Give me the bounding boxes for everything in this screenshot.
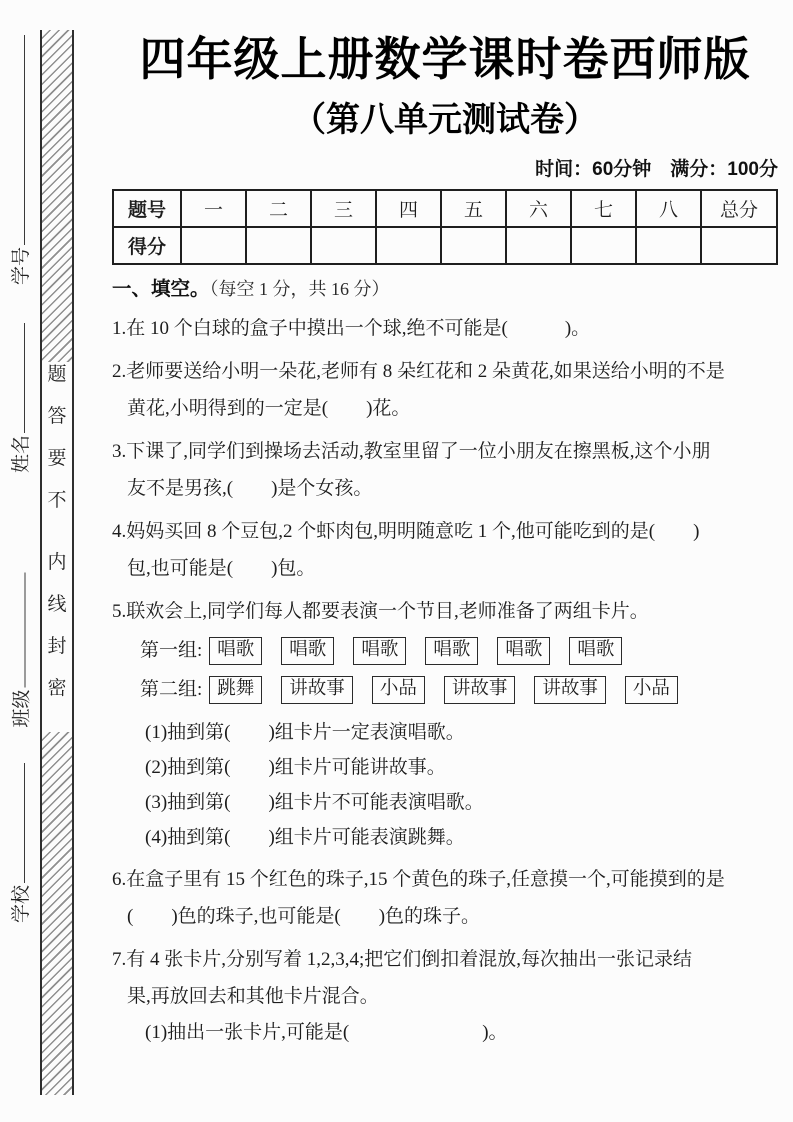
question-4-text: 4.妈妈买回 8 个豆包,2 个虾肉包,明明随意吃 1 个,他可能吃到的是( ) (112, 521, 700, 542)
performance-card: 唱歌 (353, 637, 406, 665)
performance-card: 跳舞 (209, 676, 262, 704)
question-5-sub-1: (1)抽到第( )组卡片一定表演唱歌。 (145, 722, 465, 743)
question-2-text: 2.老师要送给小明一朵花,老师有 8 朵红花和 2 朵黄花,如果送给小明的不是 (112, 361, 725, 382)
performance-card: 讲故事 (281, 676, 353, 704)
seal-char: 封 (47, 636, 67, 657)
seal-char: 题 (47, 364, 67, 385)
seal-char: 不 (47, 490, 67, 511)
question-5-text: 5.联欢会上,同学们每人都要表演一个节目,老师准备了两组卡片。 (112, 601, 649, 622)
question-3 (112, 433, 778, 507)
seal-char: 密 (47, 678, 67, 699)
fill-in-questions (112, 310, 778, 1050)
question-1-text: 1.在 10 个白球的盒子中摸出一个球,绝不可能是( )。 (112, 318, 591, 339)
score-cell-empty (506, 227, 571, 264)
performance-card: 唱歌 (281, 637, 334, 665)
question-5-sub-2: (2)抽到第( )组卡片可能讲故事。 (145, 757, 446, 778)
score-table-header-cell: 总分 (701, 190, 777, 227)
score-table-header-cell: 二 (246, 190, 311, 227)
score-cell-empty (376, 227, 441, 264)
exam-title: 四年级上册数学课时卷西师版 (139, 33, 751, 85)
school-field (6, 763, 32, 923)
class-blank-line (14, 573, 26, 688)
score-cell-empty (636, 227, 701, 264)
question-5-group-1 (140, 637, 778, 665)
seal-char: 答 (47, 406, 67, 427)
score-table (112, 189, 778, 265)
student-name-blank-line (13, 323, 25, 433)
score-table-score-row (113, 227, 777, 264)
performance-card: 唱歌 (497, 637, 550, 665)
question-3-text-continued: 友不是男孩,( )是个女孩。 (127, 478, 373, 499)
seal-hatch-top (42, 30, 72, 362)
score-cell-empty (441, 227, 506, 264)
performance-card: 小品 (372, 676, 425, 704)
performance-card: 讲故事 (444, 676, 516, 704)
performance-card: 唱歌 (209, 637, 262, 665)
question-1 (112, 310, 778, 347)
score-table-header-cell: 八 (636, 190, 701, 227)
seal-char: 要 (47, 448, 67, 469)
school-blank-line (13, 763, 25, 883)
score-cell-empty (311, 227, 376, 264)
score-row-label: 得分 (113, 227, 181, 264)
question-6-text-continued: ( )色的珠子,也可能是( )色的珠子。 (127, 906, 481, 927)
student-id-field (6, 35, 32, 285)
performance-card: 讲故事 (534, 676, 606, 704)
seal-char: 线 (47, 594, 67, 615)
question-5-sub-3: (3)抽到第( )组卡片不可能表演唱歌。 (145, 792, 484, 813)
score-table-header-cell: 三 (311, 190, 376, 227)
student-id-label: 学号 (10, 246, 32, 285)
question-6 (112, 861, 778, 935)
question-4-text-continued: 包,也可能是( )包。 (127, 558, 316, 579)
seal-char: 内 (47, 552, 67, 573)
group-1-label: 第一组: (140, 640, 203, 661)
question-7-sub-1: (1)抽出一张卡片,可能是( )。 (145, 1022, 508, 1043)
performance-card: 小品 (625, 676, 678, 704)
question-6-text: 6.在盒子里有 15 个红色的珠子,15 个黄色的珠子,任意摸一个,可能摸到的是 (112, 869, 725, 890)
question-7-text: 7.有 4 张卡片,分别写着 1,2,3,4;把它们倒扣着混放,每次抽出一张记录结 (112, 949, 693, 970)
section-1-title: 一、填空。 (112, 279, 210, 300)
score-cell-empty (701, 227, 777, 264)
score-table-header-cell: 五 (441, 190, 506, 227)
student-name-label: 姓名 (10, 434, 32, 473)
score-table-header-cell: 一 (181, 190, 246, 227)
question-5 (112, 593, 778, 855)
score-table-header-cell: 六 (506, 190, 571, 227)
school-label: 学校 (10, 884, 32, 923)
group-2-label: 第二组: (140, 679, 203, 700)
section-1-points-note: （每空 1 分，共 16 分） (209, 279, 390, 299)
question-5-sub-4: (4)抽到第( )组卡片可能表演跳舞。 (145, 827, 465, 848)
question-7-text-continued: 果,再放回去和其他卡片混合。 (127, 986, 379, 1007)
student-id-blank-line (13, 35, 25, 245)
exam-subtitle: （第八单元测试卷） (292, 101, 598, 139)
score-cell-empty (571, 227, 636, 264)
score-table-header-cell: 四 (376, 190, 441, 227)
student-name-field (6, 323, 32, 473)
question-4 (112, 513, 778, 587)
exam-paper (112, 30, 778, 1056)
question-3-text: 3.下课了,同学们到操场去活动,教室里留了一位小朋友在擦黑板,这个小朋 (112, 441, 711, 462)
seal-hatch-bottom (42, 732, 72, 1095)
score-cell-empty (181, 227, 246, 264)
performance-card: 唱歌 (569, 637, 622, 665)
performance-card: 唱歌 (425, 637, 478, 665)
score-table-header-cell: 题号 (113, 190, 181, 227)
score-table-header-cell: 七 (571, 190, 636, 227)
score-table-header-row (113, 190, 777, 227)
seal-line-band (40, 30, 74, 1095)
question-7 (112, 941, 778, 1050)
class-label: 班级 (11, 689, 32, 728)
class-field (7, 573, 33, 728)
section-1-heading (112, 276, 778, 303)
question-2 (112, 353, 778, 427)
question-2-text-continued: 黄花,小明得到的一定是( )花。 (127, 398, 411, 419)
question-5-group-2 (140, 676, 778, 704)
score-cell-empty (246, 227, 311, 264)
exam-time-score-info: 时间：60分钟 满分：100分 (535, 159, 778, 180)
